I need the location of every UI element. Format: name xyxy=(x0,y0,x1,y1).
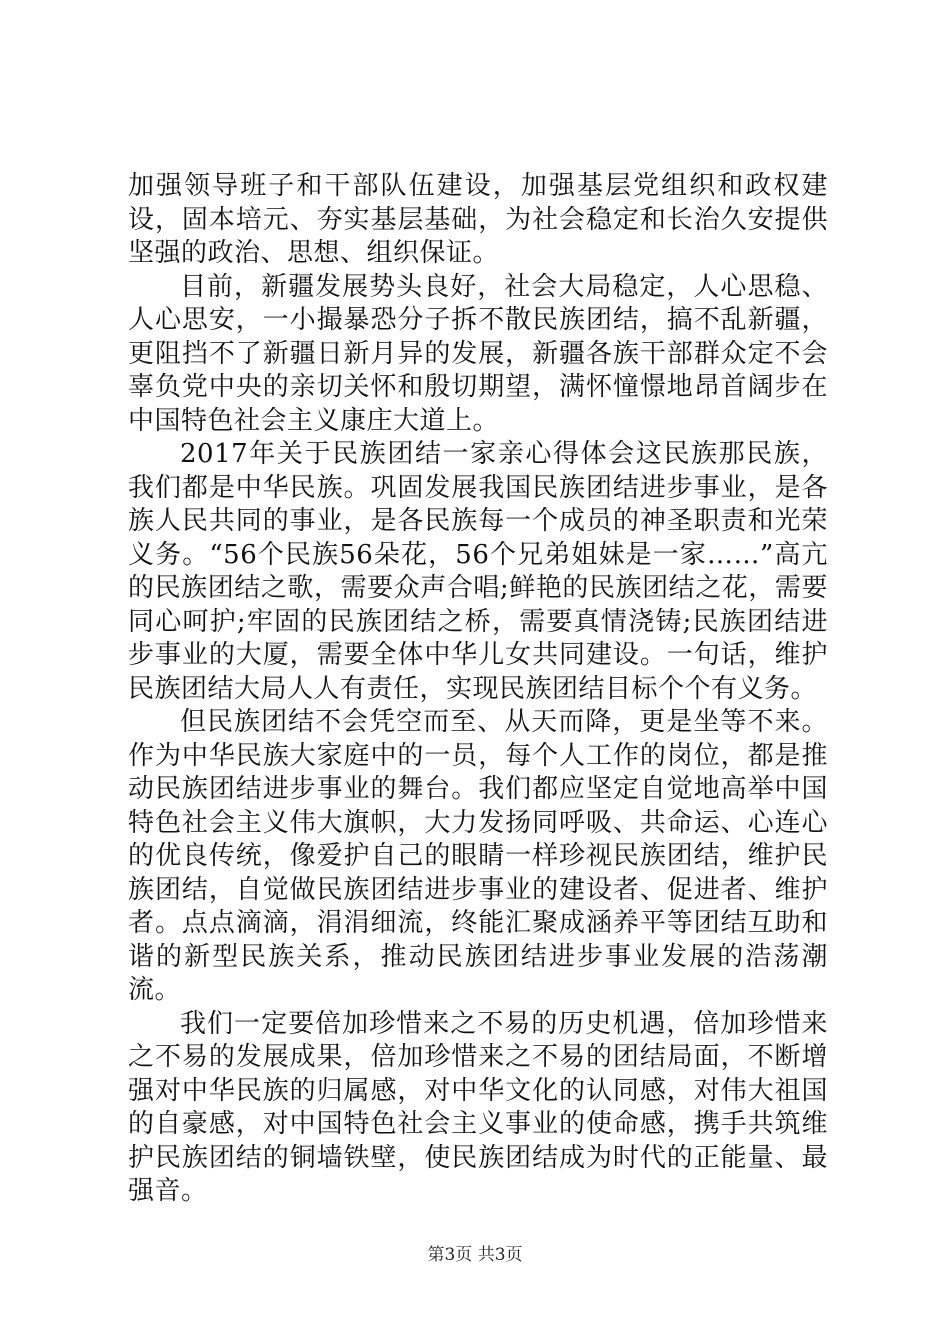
paragraph-5: 我们一定要倍加珍惜来之不易的历史机遇，倍加珍惜来之不易的发展成果，倍加珍惜来之不易的团结局面，不断增强对中华民族的归属感，对中华文化的认同感，对伟大祖国的自豪感，对中国特色社会主义事业的使命感，携手共筑维护民族团结的铜墙铁壁，使民族团结成为时代的正能量、最强音。 xyxy=(128,1008,828,1206)
document-body xyxy=(128,170,828,1209)
paragraph-3: 2017年关于民族团结一家亲心得体会这民族那民族，我们都是中华民族。巩固发展我国民族团结进步事业，是各族人民共同的事业，是各民族每一个成员的神圣职责和光荣义务。“56个民族56朵花，56个兄弟姐妹是一家……”高亢的民族团结之歌，需要众声合唱;鲜艳的民族团结之花，需要同心呵护;牢固的民族团结之桥，需要真情浇铸;民族团结进步事业的大厦，需要全体中华儿女共同建设。一句话，维护民族团结大局人人有责任，实现民族团结目标个个有义务。 xyxy=(128,439,828,704)
paragraph-4: 但民族团结不会凭空而至、从天而降，更是坐等不来。作为中华民族大家庭中的一员，每个人工作的岗位，都是推动民族团结进步事业的舞台。我们都应坚定自觉地高举中国特色社会主义伟大旗帜，大力发扬同呼吸、共命运、心连心的优良传统，像爱护自己的眼睛一样珍视民族团结，维护民族团结，自觉做民族团结进步事业的建设者、促进者、维护者。点点滴滴，涓涓细流，终能汇聚成涵养平等团结互助和谐的新型民族关系，推动民族团结进步事业发展的浩荡潮流。 xyxy=(128,707,828,1005)
paragraph-1: 加强领导班子和干部队伍建设，加强基层党组织和政权建设，固本培元、夯实基层基础，为社会稳定和长治久安提供坚强的政治、思想、组织保证。 xyxy=(128,171,828,268)
page-number-footer: 第3页 共3页 xyxy=(427,1245,523,1265)
paragraph-2: 目前，新疆发展势头良好，社会大局稳定，人心思稳、人心思安，一小撮暴恐分子拆不散民族团结，搞不乱新疆，更阻挡不了新疆日新月异的发展，新疆各族干部群众定不会辜负党中央的亲切关怀和殷切期望，满怀憧憬地昂首阔步在中国特色社会主义康庄大道上。 xyxy=(128,271,828,436)
